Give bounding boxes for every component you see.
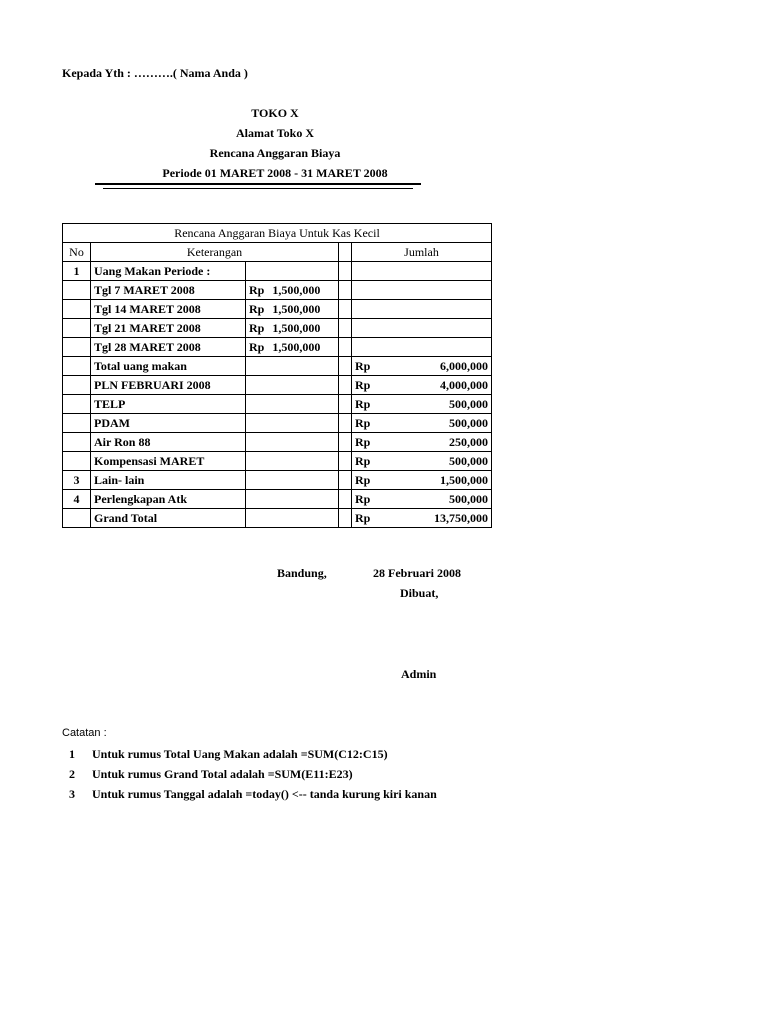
row-number [63, 376, 91, 395]
amount-currency: Rp [355, 453, 371, 468]
row-spacer [339, 300, 352, 319]
row-number [63, 357, 91, 376]
row-subamount [246, 433, 339, 452]
row-spacer [339, 281, 352, 300]
col-header-amount: Jumlah [352, 243, 492, 262]
subamount-currency: Rp [249, 339, 265, 354]
row-amount [352, 452, 492, 471]
table-row [63, 281, 492, 300]
row-number [63, 414, 91, 433]
row-description: Tgl 21 MARET 2008 [91, 319, 246, 338]
row-amount [352, 357, 492, 376]
table-row [63, 490, 492, 509]
signature-name: Admin [401, 667, 437, 681]
row-spacer [339, 319, 352, 338]
subamount-value: 1,500,000 [272, 320, 321, 335]
subamount-currency: Rp [249, 320, 265, 335]
amount-value: 1,500,000 [440, 472, 488, 487]
row-subamount [246, 376, 339, 395]
document-title: Rencana Anggaran Biaya [209, 146, 341, 160]
row-amount [352, 509, 492, 528]
table-row [63, 509, 492, 528]
row-subamount [246, 395, 339, 414]
row-number [63, 281, 91, 300]
row-subamount [246, 471, 339, 490]
row-spacer [339, 490, 352, 509]
row-description: Perlengkapan Atk [91, 490, 246, 509]
row-spacer [339, 471, 352, 490]
row-spacer [339, 395, 352, 414]
signature-date: 28 Februari 2008 [373, 566, 461, 580]
period-line: Periode 01 MARET 2008 - 31 MARET 2008 [162, 166, 388, 180]
col-header-description: Keterangan [91, 243, 339, 262]
note-item [62, 787, 437, 802]
table-row [63, 376, 492, 395]
amount-value: 6,000,000 [440, 358, 488, 373]
row-description: Air Ron 88 [91, 433, 246, 452]
table-row [63, 471, 492, 490]
row-spacer [339, 414, 352, 433]
amount-currency: Rp [355, 434, 371, 449]
row-number: 4 [63, 490, 91, 509]
row-number [63, 338, 91, 357]
row-subamount [246, 262, 339, 281]
amount-value: 500,000 [449, 453, 488, 468]
amount-currency: Rp [355, 491, 371, 506]
row-description: PLN FEBRUARI 2008 [91, 376, 246, 395]
subamount-currency: Rp [249, 301, 265, 316]
store-address: Alamat Toko X [235, 126, 315, 140]
table-row [63, 414, 492, 433]
row-number [63, 300, 91, 319]
row-spacer [339, 452, 352, 471]
table-row [63, 300, 492, 319]
header-rule-thin [103, 188, 413, 189]
note-number: 1 [69, 747, 75, 761]
row-description: TELP [91, 395, 246, 414]
row-spacer [339, 376, 352, 395]
row-amount [352, 471, 492, 490]
budget-table [62, 223, 492, 528]
row-spacer [339, 338, 352, 357]
row-amount [352, 262, 492, 281]
row-subamount [246, 490, 339, 509]
row-description: PDAM [91, 414, 246, 433]
row-number: 1 [63, 262, 91, 281]
row-number: 3 [63, 471, 91, 490]
row-spacer [339, 357, 352, 376]
amount-currency: Rp [355, 396, 371, 411]
note-number: 3 [69, 787, 75, 801]
col-header-spacer [339, 243, 352, 262]
subamount-currency: Rp [249, 282, 265, 297]
row-description: Lain- lain [91, 471, 246, 490]
row-spacer [339, 433, 352, 452]
row-amount [352, 338, 492, 357]
amount-value: 13,750,000 [434, 510, 488, 525]
row-spacer [339, 509, 352, 528]
row-amount [352, 281, 492, 300]
row-amount [352, 319, 492, 338]
row-number [63, 509, 91, 528]
row-description: Tgl 7 MARET 2008 [91, 281, 246, 300]
note-text: Untuk rumus Grand Total adalah =SUM(E11:E23) [92, 767, 353, 781]
recipient-line: Kepada Yth : ……….( Nama Anda ) [62, 66, 248, 80]
row-number [63, 433, 91, 452]
notes-label: Catatan : [62, 727, 107, 739]
row-subamount [246, 319, 339, 338]
table-row [63, 319, 492, 338]
amount-value: 500,000 [449, 491, 488, 506]
row-amount [352, 376, 492, 395]
note-text: Untuk rumus Total Uang Makan adalah =SUM(C12:C15) [92, 747, 388, 761]
row-subamount [246, 509, 339, 528]
row-subamount [246, 414, 339, 433]
row-amount [352, 433, 492, 452]
table-row [63, 338, 492, 357]
row-description: Kompensasi MARET [91, 452, 246, 471]
signature-city: Bandung, [277, 566, 327, 580]
signature-made-by: Dibuat, [400, 586, 439, 600]
amount-currency: Rp [355, 510, 371, 525]
header-rule-thick [95, 183, 421, 185]
row-number [63, 452, 91, 471]
table-row [63, 357, 492, 376]
col-header-no: No [63, 243, 91, 262]
subamount-value: 1,500,000 [272, 301, 321, 316]
table-header-row [63, 243, 492, 262]
amount-currency: Rp [355, 415, 371, 430]
row-spacer [339, 262, 352, 281]
amount-currency: Rp [355, 472, 371, 487]
amount-value: 250,000 [449, 434, 488, 449]
amount-value: 4,000,000 [440, 377, 488, 392]
note-item [62, 767, 353, 782]
row-subamount [246, 338, 339, 357]
note-item [62, 747, 388, 762]
amount-value: 500,000 [449, 396, 488, 411]
row-amount [352, 414, 492, 433]
row-description: Tgl 28 MARET 2008 [91, 338, 246, 357]
row-amount [352, 395, 492, 414]
table-row [63, 452, 492, 471]
amount-currency: Rp [355, 377, 371, 392]
row-description: Tgl 14 MARET 2008 [91, 300, 246, 319]
table-row [63, 262, 492, 281]
row-subamount [246, 281, 339, 300]
row-number [63, 395, 91, 414]
row-amount [352, 490, 492, 509]
note-number: 2 [69, 767, 75, 781]
row-description: Total uang makan [91, 357, 246, 376]
subamount-value: 1,500,000 [272, 282, 321, 297]
store-name: TOKO X [251, 106, 299, 120]
amount-currency: Rp [355, 358, 371, 373]
table-row [63, 395, 492, 414]
row-subamount [246, 452, 339, 471]
amount-value: 500,000 [449, 415, 488, 430]
table-title: Rencana Anggaran Biaya Untuk Kas Kecil [63, 224, 492, 243]
row-description: Uang Makan Periode : [91, 262, 246, 281]
table-title-row [63, 224, 492, 243]
table-row [63, 433, 492, 452]
row-description: Grand Total [91, 509, 246, 528]
row-subamount [246, 300, 339, 319]
subamount-value: 1,500,000 [272, 339, 321, 354]
note-text: Untuk rumus Tanggal adalah =today() <-- tanda kurung kiri kanan [92, 787, 437, 801]
row-subamount [246, 357, 339, 376]
row-amount [352, 300, 492, 319]
row-number [63, 319, 91, 338]
